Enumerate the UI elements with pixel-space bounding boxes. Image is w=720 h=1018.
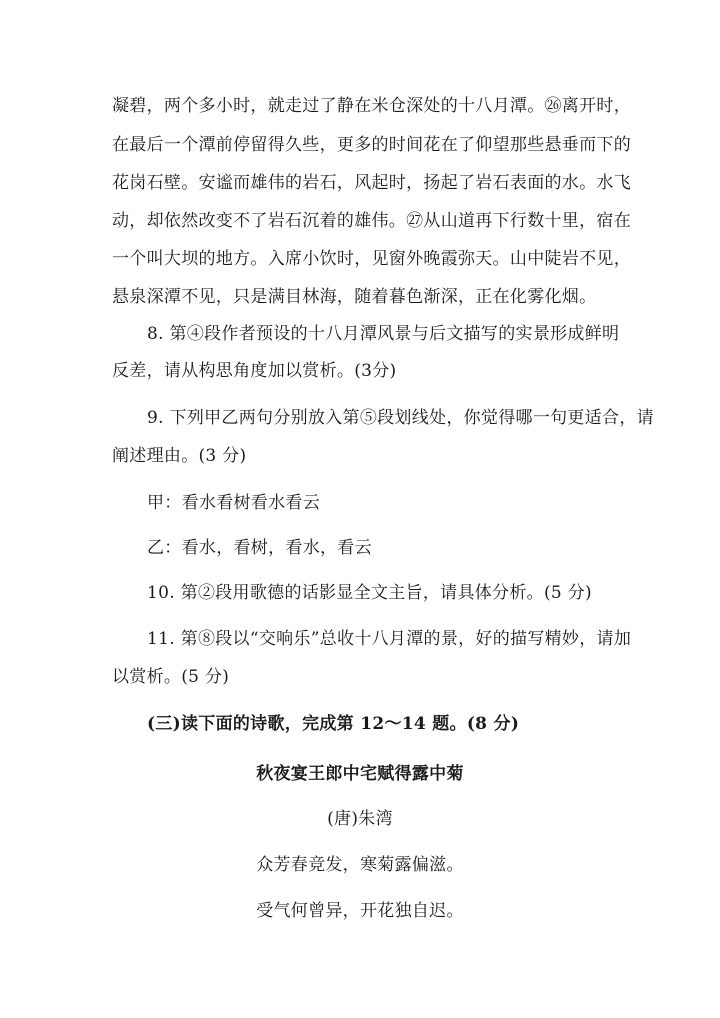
question-11-line-2: 以赏析。(5 分)	[112, 667, 230, 687]
poem-title: 秋夜宴王郎中宅赋得露中菊	[256, 764, 464, 784]
passage-line-3: 花岗石壁。安谧而雄伟的岩石，风起时，扬起了岩石表面的水。水飞	[112, 173, 631, 193]
question-8-line-1: 8. 第④段作者预设的十八月潭风景与后文描写的实景形成鲜明	[147, 324, 620, 344]
passage-line-6: 悬泉深潭不见，只是满目林海，随着暮色渐深，正在化雾化烟。	[112, 287, 597, 307]
question-10: 10. 第②段用歌德的话影显全文主旨，请具体分析。(5 分)	[147, 583, 592, 603]
passage-line-2: 在最后一个潭前停留得久些，更多的时间花在了仰望那些悬垂而下的	[112, 135, 631, 155]
question-9-line-2: 阐述理由。(3 分)	[112, 446, 247, 466]
question-9-option-b: 乙：看水，看树，看水，看云	[147, 538, 372, 558]
poem-line-1: 众芳春竞发，寒菊露偏滋。	[256, 855, 464, 875]
question-9-option-a: 甲：看水看树看水看云	[147, 493, 320, 513]
question-11-line-1: 11. 第⑧段以“交响乐”总收十八月潭的景，好的描写精妙，请加	[147, 629, 632, 649]
question-9-line-1: 9. 下列甲乙两句分别放入第⑤段划线处，你觉得哪一句更适合，请	[147, 408, 654, 428]
poem-line-2: 受气何曾异，开花独自迟。	[256, 901, 464, 921]
question-8-line-2: 反差，请从构思角度加以赏析。(3分)	[112, 361, 397, 381]
poem-author: (唐)朱湾	[327, 809, 393, 829]
passage-line-1: 凝碧，两个多小时，就走过了静在米仓深处的十八月潭。㉖离开时，	[112, 96, 631, 116]
section-3-heading: (三)读下面的诗歌，完成第 12～14 题。(8 分)	[147, 714, 520, 734]
passage-line-5: 一个叫大坝的地方。入席小饮时，见窗外晚霞弥天。山中陡岩不见，	[112, 249, 631, 269]
passage-line-4: 动，却依然改变不了岩石沉着的雄伟。㉗从山道再下行数十里，宿在	[112, 211, 631, 231]
